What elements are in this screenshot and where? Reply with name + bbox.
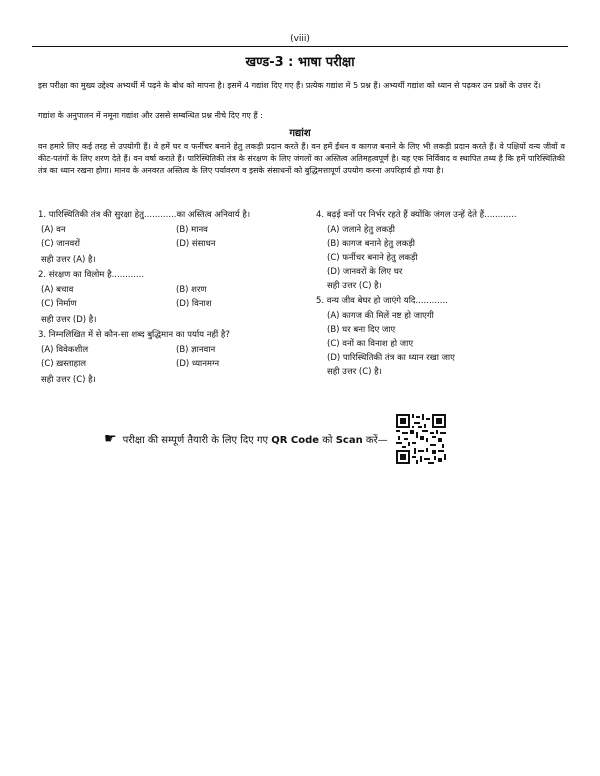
option-d[interactable]: (D) पारिस्थितिकी तंत्र का ध्यान रखा जाए	[327, 353, 455, 363]
options-list	[316, 310, 566, 364]
question-5	[316, 295, 566, 378]
qr-promo	[104, 414, 446, 464]
options-row	[38, 298, 308, 310]
passage-text: वन हमारे लिए कई तरह से उपयोगी हैं। वे हमें घर व फर्नीचर बनाने हेतु लकड़ी प्रदान करते हैं। वन हमें ईंधन व कागज बनाने के लिए भी लकड़ी प्रदान करते हैं। वे पक्षियों वन्य जीवों व कीट-पतंगों के लिए शरण देते हैं। वन वर्षा कराते हैं। पारिस्थितिकी तंत्र के संरक्षण के लिए जंगलों का अस्तित्व अतिमहत्वपूर्ण है। यह एक निर्विवाद व स्थापित तथ्य है कि हमें पारिस्थितिकी तंत्र का ध्यान रखना होगा। मानव के अनवरत अस्तित्व के लिए पर्यावरण व इसके संसाधनों को बुद्धिमत्तापूर्ण उपयोग करना अपरिहार्य हो गया है।	[38, 142, 565, 175]
options-list	[316, 224, 566, 278]
options-row	[38, 358, 308, 370]
option-b[interactable]: (B) कागज बनाने हेतु लकड़ी	[327, 239, 415, 249]
option-d[interactable]: (D) संसाधन	[176, 239, 216, 249]
option-c[interactable]: (C) फर्नीचर बनाने हेतु लकड़ी	[327, 253, 418, 263]
answer-text: सही उत्तर (C) है।	[41, 375, 96, 385]
question-2	[38, 269, 308, 326]
option-a[interactable]: (A) विवेकशील	[41, 345, 89, 355]
left-question-column	[38, 209, 308, 389]
answer-text: सही उत्तर (A) है।	[41, 255, 96, 265]
option-d[interactable]: (D) विनाश	[176, 299, 212, 309]
header-divider	[32, 46, 568, 47]
option-a[interactable]: (A) बचाव	[41, 285, 74, 295]
options-row	[38, 238, 308, 250]
question-text: 1. पारिस्थितिकी तंत्र की सुरक्षा हेतु............का अस्तित्व अनिवार्य है।	[38, 210, 251, 220]
sample-note: गद्यांश के अनुपालन में नमूना गद्यांश और उससे सम्बन्धित प्रश्न नीचे दिए गए हैं :	[38, 111, 263, 120]
option-c[interactable]: (C) जानवरों	[41, 239, 80, 249]
right-question-column	[316, 209, 566, 381]
answer-text: सही उत्तर (C) है।	[327, 281, 382, 291]
option-a[interactable]: (A) जलाने हेतु लकड़ी	[327, 225, 395, 235]
question-1	[38, 209, 308, 266]
option-c[interactable]: (C) वनों का विनाश हो जाए	[327, 339, 414, 349]
option-b[interactable]: (B) मानव	[176, 225, 208, 235]
option-c[interactable]: (C) निर्माण	[41, 299, 77, 309]
qr-promo-text: परीक्षा की सम्पूर्ण तैयारी के लिए दिए गए QR Code को Scan करें—	[122, 435, 388, 446]
intro-paragraph: इस परीक्षा का मुख्य उद्देश्य अभ्यर्थी में पढ़ने के बोध को मापना है। इसमें 4 गद्यांश दिए गए हैं। प्रत्येक गद्यांश में 5 प्रश्न हैं। अभ्यर्थी गद्यांश को ध्यान से पढ़कर उन प्रश्नों के उत्तर दें।	[38, 81, 541, 90]
option-d[interactable]: (D) जानवरों के लिए घर	[327, 267, 403, 277]
option-b[interactable]: (B) घर बना दिए जाए	[327, 325, 396, 335]
question-3	[38, 329, 308, 386]
answer-text: सही उत्तर (C) है।	[327, 367, 382, 377]
question-text: 3. निम्नलिखित में से कौन-सा शब्द बुद्धिमान का पर्याय नहीं है?	[38, 330, 230, 340]
section-title: खण्ड-3 : भाषा परीक्षा	[245, 55, 355, 70]
option-a[interactable]: (A) वन	[41, 225, 66, 235]
passage-title: गद्यांश	[289, 128, 311, 139]
option-b[interactable]: (B) शरण	[176, 285, 207, 295]
option-a[interactable]: (A) कागज की मिलें नष्ट हो जाएगी	[327, 311, 434, 321]
pointing-hand-icon: ☛	[104, 431, 117, 447]
options-row	[38, 284, 308, 296]
page-number: (viii)	[290, 34, 310, 44]
question-text: 5. वन्य जीव बेघर हो जाएंगे यदि............	[316, 296, 448, 306]
question-text: 4. बढ़ई वनों पर निर्भर रहते हैं क्योंकि जंगल उन्हें देते हैं............	[316, 210, 517, 220]
question-text: 2. संरक्षण का विलोम है............	[38, 270, 145, 280]
options-row	[38, 224, 308, 236]
answer-text: सही उत्तर (D) है।	[41, 315, 97, 325]
options-row	[38, 344, 308, 356]
option-d[interactable]: (D) ध्यानमग्न	[176, 359, 220, 369]
option-c[interactable]: (C) ख़स्ताहाल	[41, 359, 87, 369]
option-b[interactable]: (B) ज्ञानवान	[176, 345, 216, 355]
question-4	[316, 209, 566, 292]
qr-code-icon[interactable]	[396, 414, 446, 464]
